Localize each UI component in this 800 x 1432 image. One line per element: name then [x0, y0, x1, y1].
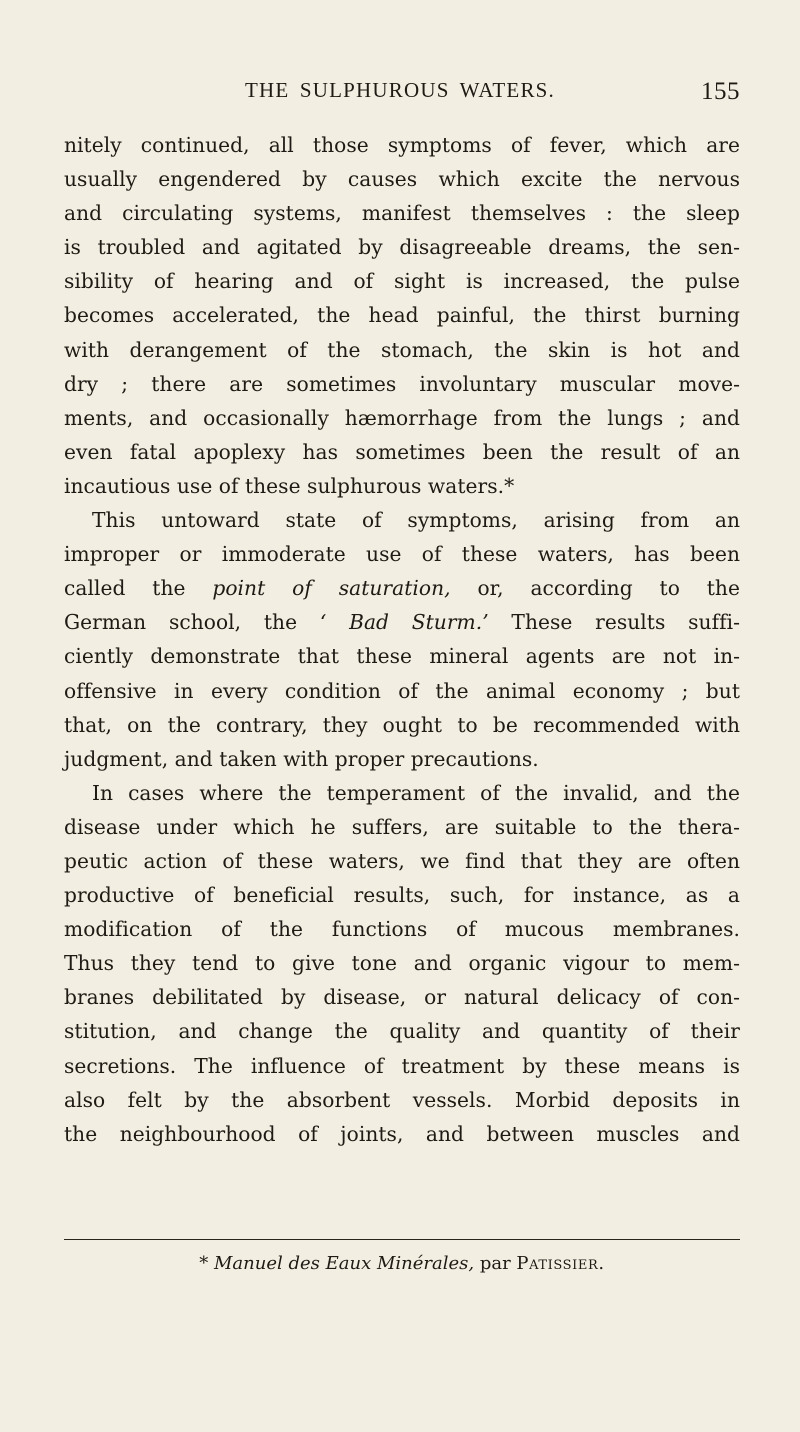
footnote-title: Manuel des Eaux Minérales,: [214, 1253, 475, 1274]
text-line-with-italic: [64, 605, 740, 639]
text-line-with-italic: [64, 571, 740, 605]
text-line: branes debilitated by disease, or natural delicacy of con-: [64, 985, 740, 1010]
footnote-marker: *: [199, 1253, 214, 1274]
text-line-paragraph-start: This untoward state of symptoms, arising from an: [92, 508, 740, 533]
text-line: Thus they tend to give tone and organic vigour to mem-: [64, 951, 740, 976]
text-line: offensive in every condition of the animal economy ; but: [64, 678, 740, 703]
footnote-author: Patissier.: [516, 1253, 605, 1274]
text-line: with derangement of the stomach, the skin is hot and: [64, 337, 740, 362]
text-segment: These results suffi-: [488, 610, 741, 635]
text-segment: or, according to the: [450, 576, 740, 601]
text-line: improper or immoderate use of these waters, has been: [64, 542, 740, 567]
text-line: productive of beneficial results, such, for instance, as a: [64, 883, 740, 908]
text-line: stitution, and change the quality and quantity of their: [64, 1019, 740, 1044]
page-number: 155: [701, 78, 740, 105]
text-line: nitely continued, all those symptoms of fever, which are: [64, 133, 740, 157]
footnote-connector: par: [474, 1253, 517, 1274]
text-line: peutic action of these waters, we find that they are often: [64, 848, 740, 873]
text-line: that, on the contrary, they ought to be recommended with: [64, 712, 740, 737]
text-line: modification of the functions of mucous membranes.: [64, 917, 740, 942]
body-text: [64, 128, 740, 1151]
italic-phrase: ‘ Bad Sturm.’: [319, 610, 489, 635]
footnote-divider: [64, 1239, 740, 1240]
text-line: and circulating systems, manifest themselves : the sleep: [64, 201, 740, 226]
italic-phrase: point of saturation,: [212, 576, 451, 601]
running-title: THE SULPHUROUS WATERS.: [245, 78, 555, 102]
text-line-paragraph-end: judgment, and taken with proper precautions.: [64, 746, 539, 771]
text-line: disease under which he suffers, are suitable to the thera-: [64, 814, 740, 839]
text-segment: called the: [64, 576, 213, 601]
text-line: becomes accelerated, the head painful, the thirst burning: [64, 303, 740, 328]
text-line: dry ; there are sometimes involuntary muscular move-: [64, 371, 740, 396]
text-line: usually engendered by causes which excite the nervous: [64, 167, 740, 192]
text-line: ments, and occasionally hæmorrhage from the lungs ; and: [64, 405, 740, 430]
text-line: even fatal apoplexy has sometimes been the result of an: [64, 439, 740, 464]
text-line: the neighbourhood of joints, and between muscles and: [64, 1121, 740, 1146]
text-segment: German school, the: [64, 610, 320, 635]
text-line: sibility of hearing and of sight is increased, the pulse: [64, 269, 740, 294]
footnote: [64, 1252, 740, 1276]
text-line-paragraph-start: In cases where the temperament of the invalid, and the: [92, 780, 740, 805]
text-line: ciently demonstrate that these mineral agents are not in-: [64, 644, 740, 669]
text-line: also felt by the absorbent vessels. Morbid deposits in: [64, 1087, 740, 1112]
text-line: secretions. The influence of treatment by these means is: [64, 1053, 740, 1078]
text-line-paragraph-end: incautious use of these sulphurous waters.*: [64, 473, 515, 498]
running-head: [60, 78, 740, 112]
text-line: is troubled and agitated by disagreeable dreams, the sen-: [64, 235, 740, 260]
